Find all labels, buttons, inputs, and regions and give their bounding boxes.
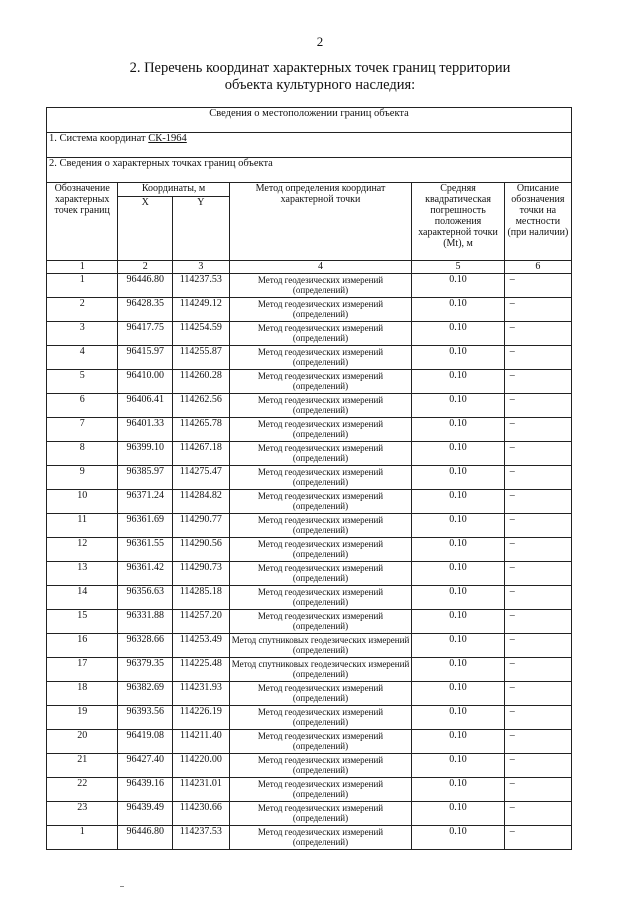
point-x: 96401.33 — [118, 418, 173, 442]
point-description: – — [504, 610, 571, 634]
point-y: 114220.00 — [172, 754, 229, 778]
table-row — [47, 754, 572, 778]
point-x: 96446.80 — [118, 826, 173, 850]
point-x: 96419.08 — [118, 730, 173, 754]
point-x: 96371.24 — [118, 490, 173, 514]
point-accuracy: 0.10 — [412, 346, 504, 370]
point-x: 96361.69 — [118, 514, 173, 538]
point-number: 6 — [47, 394, 118, 418]
point-accuracy: 0.10 — [412, 634, 504, 658]
table-row — [47, 298, 572, 322]
document-title — [60, 60, 580, 94]
point-accuracy: 0.10 — [412, 514, 504, 538]
point-description: – — [504, 490, 571, 514]
point-accuracy: 0.10 — [412, 370, 504, 394]
point-number: 13 — [47, 562, 118, 586]
point-description: – — [504, 682, 571, 706]
point-description: – — [504, 466, 571, 490]
point-description: – — [504, 754, 571, 778]
table-row — [47, 394, 572, 418]
point-number: 10 — [47, 490, 118, 514]
point-number: 4 — [47, 346, 118, 370]
point-method: Метод геодезических измерений (определений) — [229, 538, 412, 562]
point-number: 12 — [47, 538, 118, 562]
point-method: Метод спутниковых геодезических измерений (определений) — [229, 634, 412, 658]
point-x: 96439.16 — [118, 778, 173, 802]
point-accuracy: 0.10 — [412, 418, 504, 442]
point-description: – — [504, 274, 571, 298]
point-number: 18 — [47, 682, 118, 706]
point-accuracy: 0.10 — [412, 322, 504, 346]
point-method: Метод геодезических измерений (определений) — [229, 826, 412, 850]
point-x: 96379.35 — [118, 658, 173, 682]
table-row — [47, 442, 572, 466]
point-x: 96331.88 — [118, 610, 173, 634]
point-description: – — [504, 442, 571, 466]
point-x: 96385.97 — [118, 466, 173, 490]
point-accuracy: 0.10 — [412, 610, 504, 634]
table-row — [47, 778, 572, 802]
point-number: 16 — [47, 634, 118, 658]
column-number: 3 — [172, 261, 229, 274]
point-y: 114275.47 — [172, 466, 229, 490]
point-y: 114257.20 — [172, 610, 229, 634]
point-description: – — [504, 706, 571, 730]
table-row — [47, 826, 572, 850]
header-description: Описание обозначения точки на местности (при наличии) — [504, 183, 571, 261]
point-number: 3 — [47, 322, 118, 346]
point-number: 23 — [47, 802, 118, 826]
point-method: Метод геодезических измерений (определений) — [229, 322, 412, 346]
point-method: Метод геодезических измерений (определений) — [229, 778, 412, 802]
point-y: 114290.77 — [172, 514, 229, 538]
table-row — [47, 634, 572, 658]
table-row — [47, 466, 572, 490]
point-description: – — [504, 778, 571, 802]
point-x: 96406.41 — [118, 394, 173, 418]
point-method: Метод геодезических измерений (определений) — [229, 802, 412, 826]
point-description: – — [504, 730, 571, 754]
column-numbers-row — [47, 261, 572, 274]
table-row — [47, 538, 572, 562]
point-method: Метод геодезических измерений (определений) — [229, 754, 412, 778]
table-row — [47, 322, 572, 346]
point-description: – — [504, 394, 571, 418]
point-accuracy: 0.10 — [412, 658, 504, 682]
point-accuracy: 0.10 — [412, 466, 504, 490]
point-description: – — [504, 298, 571, 322]
header-y: Y — [172, 197, 229, 261]
point-method: Метод геодезических измерений (определений) — [229, 610, 412, 634]
header-x: X — [118, 197, 173, 261]
point-y: 114290.56 — [172, 538, 229, 562]
point-x: 96328.66 — [118, 634, 173, 658]
point-description: – — [504, 586, 571, 610]
page-number: 2 — [316, 34, 324, 49]
point-y: 114262.56 — [172, 394, 229, 418]
point-x: 96361.55 — [118, 538, 173, 562]
column-number: 4 — [229, 261, 412, 274]
point-method: Метод геодезических измерений (определений) — [229, 490, 412, 514]
point-x: 96439.49 — [118, 802, 173, 826]
point-accuracy: 0.10 — [412, 538, 504, 562]
point-y: 114226.19 — [172, 706, 229, 730]
header-coordinates: Координаты, м — [118, 183, 229, 197]
point-number: 20 — [47, 730, 118, 754]
point-y: 114225.48 — [172, 658, 229, 682]
coordinate-system-label: 1. Система координат — [49, 133, 149, 144]
point-description: – — [504, 370, 571, 394]
point-accuracy: 0.10 — [412, 754, 504, 778]
point-method: Метод спутниковых геодезических измерений (определений) — [229, 658, 412, 682]
point-number: 1 — [47, 826, 118, 850]
point-number: 9 — [47, 466, 118, 490]
point-accuracy: 0.10 — [412, 586, 504, 610]
point-description: – — [504, 634, 571, 658]
point-method: Метод геодезических измерений (определений) — [229, 442, 412, 466]
point-accuracy: 0.10 — [412, 706, 504, 730]
point-y: 114237.53 — [172, 274, 229, 298]
point-method: Метод геодезических измерений (определений) — [229, 298, 412, 322]
point-y: 114253.49 — [172, 634, 229, 658]
point-y: 114231.93 — [172, 682, 229, 706]
point-accuracy: 0.10 — [412, 298, 504, 322]
column-number: 5 — [412, 261, 504, 274]
point-y: 114267.18 — [172, 442, 229, 466]
point-number: 22 — [47, 778, 118, 802]
table-row — [47, 346, 572, 370]
point-y: 114290.73 — [172, 562, 229, 586]
title-line-1: 2. Перечень координат характерных точек границ территории — [129, 60, 511, 76]
point-accuracy: 0.10 — [412, 562, 504, 586]
point-y: 114230.66 — [172, 802, 229, 826]
table-row — [47, 706, 572, 730]
point-method: Метод геодезических измерений (определений) — [229, 274, 412, 298]
point-x: 96415.97 — [118, 346, 173, 370]
table-row — [47, 682, 572, 706]
section-header: Сведения о местоположении границ объекта — [47, 108, 572, 133]
table-row — [47, 610, 572, 634]
point-accuracy: 0.10 — [412, 490, 504, 514]
header-method: Метод определения координат характерной точки — [229, 183, 412, 261]
point-x: 96361.42 — [118, 562, 173, 586]
table-row — [47, 274, 572, 298]
point-description: – — [504, 658, 571, 682]
point-method: Метод геодезических измерений (определений) — [229, 418, 412, 442]
table-row — [47, 562, 572, 586]
column-number: 1 — [47, 261, 118, 274]
table-row — [47, 418, 572, 442]
point-method: Метод геодезических измерений (определений) — [229, 346, 412, 370]
point-accuracy: 0.10 — [412, 394, 504, 418]
point-x: 96399.10 — [118, 442, 173, 466]
point-x: 96427.40 — [118, 754, 173, 778]
point-x: 96382.69 — [118, 682, 173, 706]
point-description: – — [504, 346, 571, 370]
point-description: – — [504, 802, 571, 826]
point-x: 96428.35 — [118, 298, 173, 322]
point-number: 21 — [47, 754, 118, 778]
point-x: 96446.80 — [118, 274, 173, 298]
table-row — [47, 658, 572, 682]
point-x: 96410.00 — [118, 370, 173, 394]
coordinate-system-name: СК-1964 — [148, 133, 187, 144]
point-accuracy: 0.10 — [412, 442, 504, 466]
point-number: 19 — [47, 706, 118, 730]
point-method: Метод геодезических измерений (определений) — [229, 394, 412, 418]
point-method: Метод геодезических измерений (определений) — [229, 514, 412, 538]
title-line-2: объекта культурного наследия: — [224, 77, 416, 93]
point-method: Метод геодезических измерений (определений) — [229, 682, 412, 706]
column-number: 6 — [504, 261, 571, 274]
point-method: Метод геодезических измерений (определений) — [229, 562, 412, 586]
table-row — [47, 490, 572, 514]
point-method: Метод геодезических измерений (определений) — [229, 730, 412, 754]
column-number: 2 — [118, 261, 173, 274]
point-accuracy: 0.10 — [412, 682, 504, 706]
point-description: – — [504, 538, 571, 562]
point-y: 114231.01 — [172, 778, 229, 802]
point-description: – — [504, 562, 571, 586]
point-description: – — [504, 322, 571, 346]
point-accuracy: 0.10 — [412, 802, 504, 826]
table-row — [47, 514, 572, 538]
point-y: 114265.78 — [172, 418, 229, 442]
point-x: 96356.63 — [118, 586, 173, 610]
table-row — [47, 730, 572, 754]
scan-mark — [120, 886, 124, 887]
points-info: 2. Сведения о характерных точках границ объекта — [47, 158, 572, 183]
point-y: 114285.18 — [172, 586, 229, 610]
point-y: 114254.59 — [172, 322, 229, 346]
point-x: 96393.56 — [118, 706, 173, 730]
point-number: 2 — [47, 298, 118, 322]
point-accuracy: 0.10 — [412, 274, 504, 298]
point-y: 114260.28 — [172, 370, 229, 394]
point-method: Метод геодезических измерений (определений) — [229, 370, 412, 394]
point-method: Метод геодезических измерений (определений) — [229, 586, 412, 610]
point-accuracy: 0.10 — [412, 778, 504, 802]
point-method: Метод геодезических измерений (определений) — [229, 706, 412, 730]
point-description: – — [504, 826, 571, 850]
point-x: 96417.75 — [118, 322, 173, 346]
point-description: – — [504, 418, 571, 442]
coordinates-table — [46, 107, 572, 850]
point-y: 114284.82 — [172, 490, 229, 514]
point-accuracy: 0.10 — [412, 826, 504, 850]
header-accuracy: Средняя квадратическая погрешность положения характерной точки (Mt), м — [412, 183, 504, 261]
point-number: 11 — [47, 514, 118, 538]
point-y: 114237.53 — [172, 826, 229, 850]
point-number: 1 — [47, 274, 118, 298]
point-y: 114255.87 — [172, 346, 229, 370]
table-row — [47, 802, 572, 826]
point-y: 114211.40 — [172, 730, 229, 754]
point-number: 5 — [47, 370, 118, 394]
table-row — [47, 586, 572, 610]
table-row — [47, 370, 572, 394]
point-accuracy: 0.10 — [412, 730, 504, 754]
point-description: – — [504, 514, 571, 538]
point-method: Метод геодезических измерений (определений) — [229, 466, 412, 490]
coordinate-system — [47, 133, 572, 158]
point-number: 15 — [47, 610, 118, 634]
point-y: 114249.12 — [172, 298, 229, 322]
point-number: 17 — [47, 658, 118, 682]
point-number: 8 — [47, 442, 118, 466]
point-number: 14 — [47, 586, 118, 610]
point-number: 7 — [47, 418, 118, 442]
header-designation: Обозначение характерных точек границ — [47, 183, 118, 261]
